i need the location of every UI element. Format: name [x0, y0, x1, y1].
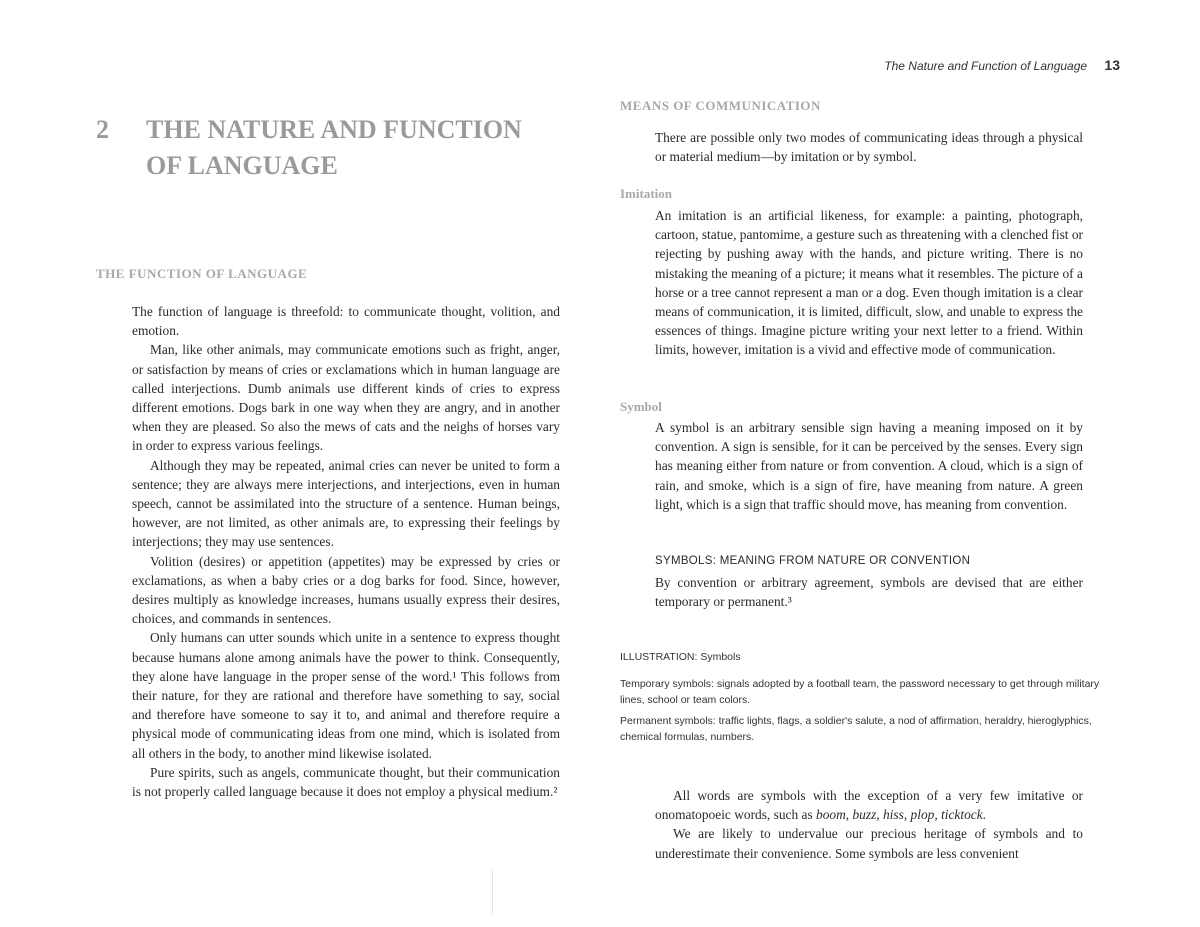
gutter-divider	[492, 870, 493, 914]
means-intro	[655, 128, 1083, 166]
subheading-imitation: Imitation	[620, 186, 672, 201]
section-heading-function: THE FUNCTION OF LANGUAGE	[96, 266, 308, 281]
illustration-temporary	[620, 676, 1120, 708]
running-title: The Nature and Function of Language	[884, 59, 1088, 73]
chapter-number: 2	[96, 115, 109, 144]
paragraph: An imitation is an artificial likeness, for example: a painting, photograph, cartoon, statue, pantomime, a gesture such as threatening with a clenched fist or rejecting by pushing away with the hands, and picture writing. There is no mistaking the meaning of a picture; it means what it resembles. The picture of a horse or a tree cannot represent a man or a dog. Even though imitation is a clear means of communication, it is limited, difficult, slow, and unable to express the essences of things. Imagine picture writing your next letter to a friend. Within limits, however, imitation is a vivid and effective mode of communication.	[655, 208, 1083, 358]
paragraph: Only humans can utter sounds which unite in a sentence to express thought because humans alone among animals have the power to think. Consequently, they alone have language in the proper sense of the word.¹ This follows from their nature, for they are rational and therefore have something to say, social and therefore have someone to say it to, and animal and therefore require a physical mode of communicating ideas from one mind, which is isolated from all others in the body, to another mind likewise isolated.	[132, 630, 560, 761]
paragraph: By convention or arbitrary agreement, symbols are devised that are either temporary or permanent.³	[655, 575, 1083, 610]
illustration-item: Temporary symbols: signals adopted by a football team, the password necessary to get through military lines, school or team colors.	[620, 678, 1100, 706]
text-run: .	[982, 807, 987, 823]
paragraph: There are possible only two modes of communicating ideas through a physical or material medium—by imitation or by symbol.	[655, 130, 1083, 165]
left-body-text	[132, 302, 560, 801]
symbol-text	[655, 418, 1083, 514]
illustration-title: Symbols	[700, 651, 741, 663]
running-header	[884, 57, 1120, 73]
paragraph: Although they may be repeated, animal cries can never be united to form a sentence; they are always mere interjections, and interjections, even in human speech, cannot be assimilated into the structure of a sentence. Human beings, however, are not limited, as other animals are, to expressing their feelings by interjections; they may use sentences.	[132, 457, 560, 550]
subheading-symbol: Symbol	[620, 399, 662, 414]
illustration-label: ILLUSTRATION:	[620, 651, 698, 663]
text-run: All words are symbols with the exception of a very few imitative or onomatopoeic words, such as	[655, 788, 1083, 823]
symbols-text	[655, 573, 1083, 611]
subheading-symbols-meaning: SYMBOLS: MEANING FROM NATURE OR CONVENTION	[655, 555, 971, 567]
illustration-item: Permanent symbols: traffic lights, flags, a soldier's salute, a nod of affirmation, heraldry, hieroglyphics, chemical formulas, numbers.	[620, 715, 1092, 743]
paragraph: Volition (desires) or appetition (appetites) may be expressed by cries or exclamations, as when a baby cries or a dog barks for food. Since, however, desires multiply as knowledge increases, humans usually express their desires, choices, and commands in sentences.	[132, 553, 560, 627]
paragraph: We are likely to undervalue our precious heritage of symbols and to underestimate their convenience. Some symbols are less convenient	[655, 826, 1083, 861]
page-number: 13	[1104, 57, 1120, 73]
paragraph	[655, 786, 1083, 824]
paragraph: A symbol is an arbitrary sensible sign having a meaning imposed on it by convention. A sign is sensible, for it can be perceived by the senses. Every sign has meaning either from nature or from convention. A cloud, which is a sign of rain, and smoke, which is a sign of fire, have meaning from nature. A green light, which is a sign that traffic should move, has meaning from convention.	[655, 420, 1083, 512]
section-heading-means: MEANS OF COMMUNICATION	[620, 98, 821, 113]
paragraph: Man, like other animals, may communicate emotions such as fright, anger, or satisfaction by means of cries or exclamations which in human language are called interjections. Dumb animals use different kinds of cries to express different emotions. Dogs bark in one way when they are angry, and in another when they are pleased. So also the mews of cats and the neighs of horses vary in order to express various feelings.	[132, 342, 560, 454]
illustration-heading	[620, 651, 741, 663]
chapter-title: THE NATURE AND FUNCTION OF LANGUAGE	[146, 115, 522, 180]
imitation-text	[655, 206, 1083, 360]
bottom-body-text	[655, 786, 1083, 863]
italic-examples: boom, buzz, hiss, plop, ticktock	[816, 807, 983, 823]
paragraph: Pure spirits, such as angels, communicate thought, but their communication is not properly called language because it does not employ a physical medium.²	[132, 764, 560, 800]
paragraph: The function of language is threefold: to communicate thought, volition, and emotion.	[132, 304, 560, 339]
illustration-permanent	[620, 713, 1120, 745]
